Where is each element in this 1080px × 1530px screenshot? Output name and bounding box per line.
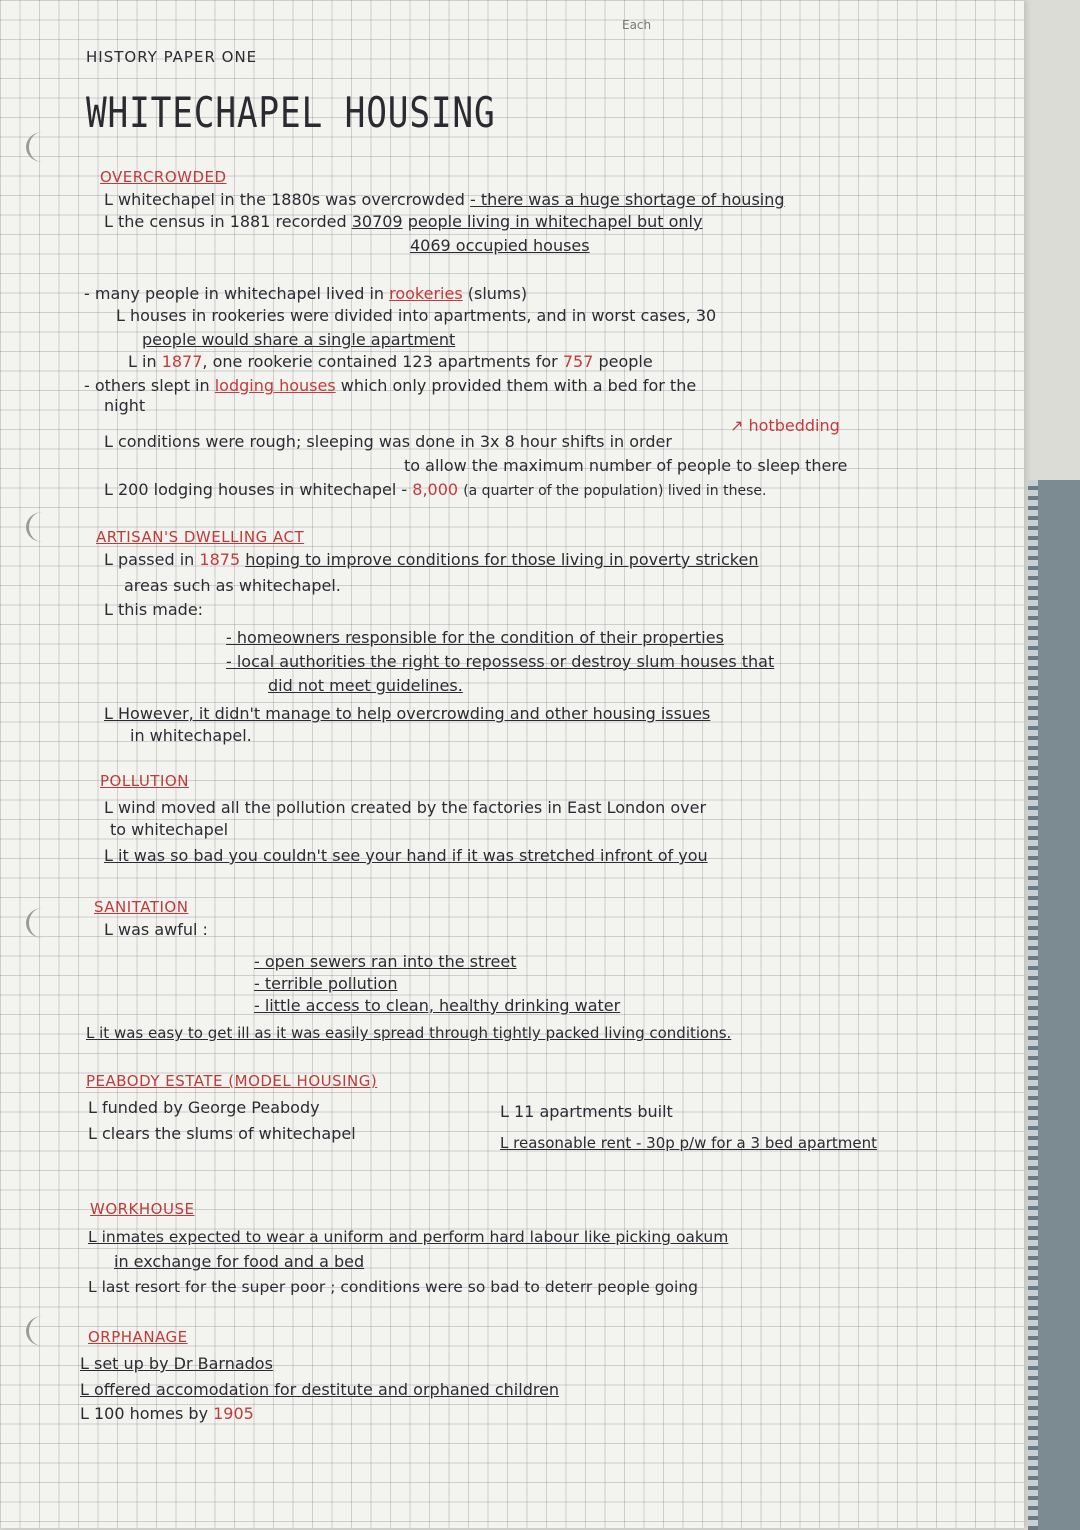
binder-edge: [1028, 480, 1080, 1530]
note-line: L in 1877, one rookerie contained 123 apartments for 757 people: [128, 352, 653, 371]
punch-hole: [26, 908, 59, 938]
paper-label: HISTORY PAPER ONE: [86, 48, 258, 66]
page-title: WHITECHAPEL HOUSING: [86, 88, 496, 137]
note-line: - others slept in lodging houses which only provided them with a bed for the: [84, 376, 697, 395]
note-line: L However, it didn't manage to help overcrowding and other housing issues: [104, 704, 711, 723]
note-line: L was awful :: [104, 920, 208, 939]
note-line: - homeowners responsible for the condition of their properties: [226, 628, 724, 647]
note-line: L houses in rookeries were divided into apartments, and in worst cases, 30: [116, 306, 717, 325]
note-line: L this made:: [104, 600, 204, 619]
section-heading-pollution: POLLUTION: [100, 772, 189, 790]
binder-strip: [1028, 480, 1038, 1530]
punch-hole: [26, 132, 59, 162]
note-line: - local authorities the right to repossess or destroy slum houses that: [226, 652, 775, 671]
note-line: L whitechapel in the 1880s was overcrowded - there was a huge shortage of housing: [104, 190, 785, 209]
note-line: L it was easy to get ill as it was easily spread through tightly packed living conditions.: [86, 1024, 732, 1042]
note-line: to allow the maximum number of people to sleep there: [404, 456, 848, 475]
section-heading-workhouse: WORKHOUSE: [90, 1200, 195, 1218]
punch-hole: [26, 1316, 59, 1346]
note-line: L the census in 1881 recorded 30709 people living in whitechapel but only: [104, 212, 703, 231]
note-line: L wind moved all the pollution created by the factories in East London over: [104, 798, 707, 817]
note-line: L clears the slums of whitechapel: [88, 1124, 356, 1143]
note-line: L inmates expected to wear a uniform and perform hard labour like picking oakum: [88, 1228, 729, 1246]
note-line: L it was so bad you couldn't see your hand if it was stretched infront of you: [104, 846, 708, 865]
note-line: areas such as whitechapel.: [124, 576, 341, 595]
note-line: in exchange for food and a bed: [114, 1252, 365, 1271]
note-line: 4069 occupied houses: [410, 236, 590, 255]
note-line: L passed in 1875 hoping to improve conditions for those living in poverty stricken: [104, 550, 759, 569]
top-fragment: Each: [622, 18, 652, 32]
note-line: - many people in whitechapel lived in rookeries (slums): [84, 284, 528, 303]
note-line: - terrible pollution: [254, 974, 398, 993]
note-line: did not meet guidelines.: [268, 676, 463, 695]
note-line: L reasonable rent - 30p p/w for a 3 bed apartment: [500, 1134, 878, 1152]
note-line: L conditions were rough; sleeping was done in 3x 8 hour shifts in order: [104, 432, 672, 451]
note-line: L last resort for the super poor ; conditions were so bad to deterr people going: [88, 1278, 698, 1296]
note-line: in whitechapel.: [130, 726, 252, 745]
note-line: L funded by George Peabody: [88, 1098, 320, 1117]
punch-hole: [26, 512, 59, 542]
note-line: L 200 lodging houses in whitechapel - 8,000 (a quarter of the population) lived in these.: [104, 480, 767, 499]
section-heading-artisans: ARTISAN'S DWELLING ACT: [96, 528, 305, 546]
note-line: to whitechapel: [110, 820, 229, 839]
note-line: night: [104, 396, 146, 415]
section-heading-orphanage: ORPHANAGE: [88, 1328, 188, 1346]
note-line: L set up by Dr Barnados: [80, 1354, 273, 1373]
note-line: - little access to clean, healthy drinking water: [254, 996, 621, 1015]
note-line: L 100 homes by 1905: [80, 1404, 254, 1423]
note-hotbedding: ↗ hotbedding: [730, 416, 840, 435]
section-heading-peabody: PEABODY ESTATE (MODEL HOUSING): [86, 1072, 378, 1090]
note-line: people would share a single apartment: [142, 330, 456, 349]
note-line: L offered accomodation for destitute and orphaned children: [80, 1380, 560, 1399]
section-heading-overcrowded: OVERCROWDED: [100, 168, 227, 186]
note-line: - open sewers ran into the street: [254, 952, 517, 971]
note-line: L 11 apartments built: [500, 1102, 673, 1121]
section-heading-sanitation: SANITATION: [94, 898, 189, 916]
